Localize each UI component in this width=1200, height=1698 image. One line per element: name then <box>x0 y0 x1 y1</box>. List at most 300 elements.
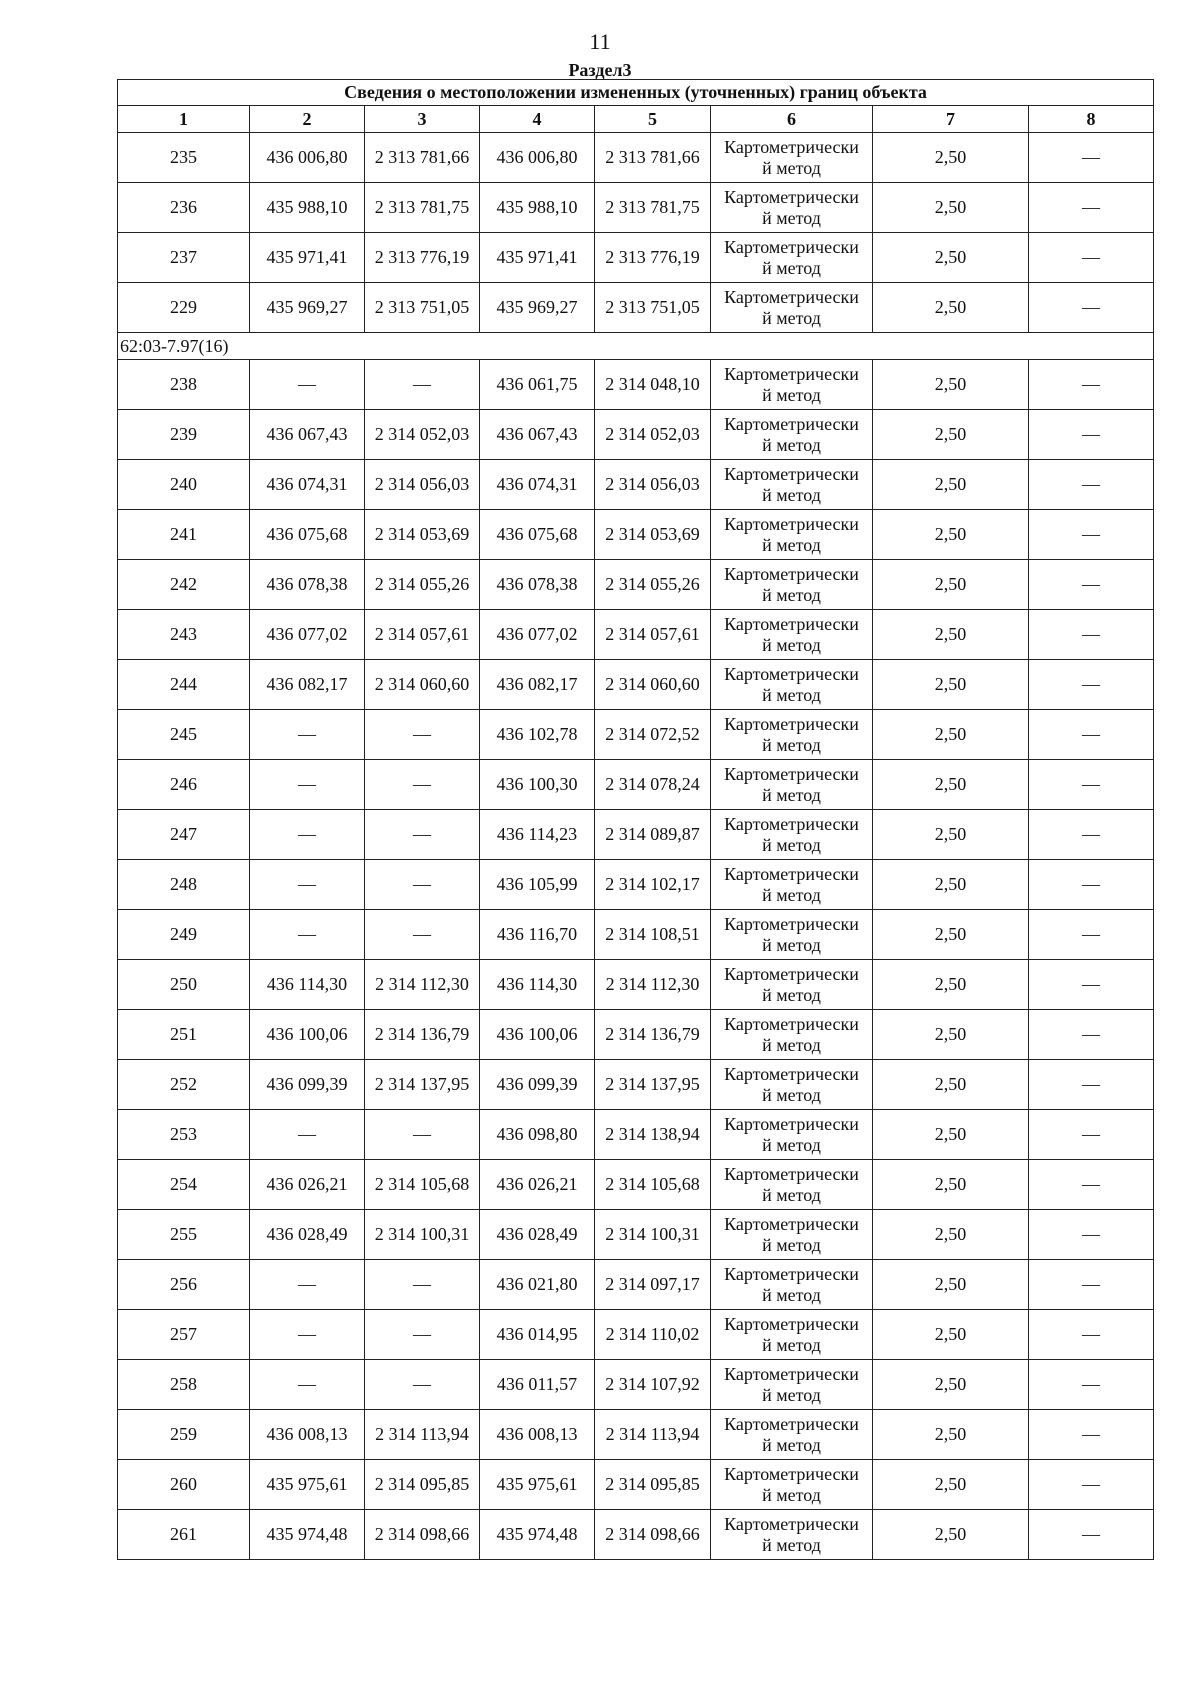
accuracy-cell: 2,50 <box>873 233 1029 283</box>
method-line-1: Картометрически <box>724 1413 859 1434</box>
point-number-cell: 260 <box>118 1460 250 1510</box>
method-cell <box>711 360 873 410</box>
existing-y-cell: 2 314 052,03 <box>365 410 480 460</box>
point-number-cell: 251 <box>118 1010 250 1060</box>
point-number-cell: 258 <box>118 1360 250 1410</box>
point-number-cell: 250 <box>118 960 250 1010</box>
method-line-2: й метод <box>762 1134 821 1155</box>
existing-x-cell: 436 026,21 <box>250 1160 365 1210</box>
refined-x-cell: 436 105,99 <box>480 860 595 910</box>
description-cell: — <box>1029 660 1154 710</box>
existing-y-cell: — <box>365 360 480 410</box>
existing-x-cell: 436 099,39 <box>250 1060 365 1110</box>
refined-x-cell: 435 974,48 <box>480 1510 595 1560</box>
point-number-cell: 256 <box>118 1260 250 1310</box>
existing-y-cell: — <box>365 860 480 910</box>
refined-y-cell: 2 314 098,66 <box>595 1510 711 1560</box>
existing-y-cell: — <box>365 1360 480 1410</box>
existing-y-cell: 2 313 751,05 <box>365 283 480 333</box>
accuracy-cell: 2,50 <box>873 133 1029 183</box>
refined-y-cell: 2 314 057,61 <box>595 610 711 660</box>
accuracy-cell: 2,50 <box>873 860 1029 910</box>
refined-y-cell: 2 314 107,92 <box>595 1360 711 1410</box>
column-header: 6 <box>711 106 873 133</box>
description-cell: — <box>1029 960 1154 1010</box>
existing-y-cell: — <box>365 760 480 810</box>
coordinates-table <box>117 79 1154 1560</box>
method-line-1: Картометрически <box>724 186 859 207</box>
method-cell <box>711 710 873 760</box>
accuracy-cell: 2,50 <box>873 760 1029 810</box>
table-row <box>118 233 1154 283</box>
point-number-cell: 249 <box>118 910 250 960</box>
existing-x-cell: 436 114,30 <box>250 960 365 1010</box>
method-line-2: й метод <box>762 207 821 228</box>
table-row <box>118 1160 1154 1210</box>
point-number-cell: 235 <box>118 133 250 183</box>
existing-y-cell: 2 314 056,03 <box>365 460 480 510</box>
method-line-2: й метод <box>762 1434 821 1455</box>
description-cell: — <box>1029 860 1154 910</box>
existing-y-cell: — <box>365 810 480 860</box>
description-cell: — <box>1029 710 1154 760</box>
refined-y-cell: 2 314 089,87 <box>595 810 711 860</box>
existing-y-cell: 2 313 781,75 <box>365 183 480 233</box>
group-row <box>118 333 1154 360</box>
table-body <box>118 133 1154 1560</box>
refined-y-cell: 2 314 078,24 <box>595 760 711 810</box>
accuracy-cell: 2,50 <box>873 1460 1029 1510</box>
refined-x-cell: 436 008,13 <box>480 1410 595 1460</box>
table-row <box>118 183 1154 233</box>
method-line-1: Картометрически <box>724 663 859 684</box>
method-line-1: Картометрически <box>724 236 859 257</box>
table-row <box>118 960 1154 1010</box>
accuracy-cell: 2,50 <box>873 410 1029 460</box>
refined-x-cell: 436 114,23 <box>480 810 595 860</box>
refined-y-cell: 2 313 751,05 <box>595 283 711 333</box>
existing-y-cell: — <box>365 1310 480 1360</box>
accuracy-cell: 2,50 <box>873 910 1029 960</box>
point-number-cell: 244 <box>118 660 250 710</box>
existing-y-cell: — <box>365 910 480 960</box>
existing-y-cell: 2 314 053,69 <box>365 510 480 560</box>
existing-x-cell: 435 988,10 <box>250 183 365 233</box>
method-cell <box>711 560 873 610</box>
point-number-cell: 248 <box>118 860 250 910</box>
table-row <box>118 360 1154 410</box>
refined-y-cell: 2 314 113,94 <box>595 1410 711 1460</box>
table-row <box>118 1110 1154 1160</box>
method-cell <box>711 1510 873 1560</box>
method-line-2: й метод <box>762 984 821 1005</box>
refined-x-cell: 436 100,30 <box>480 760 595 810</box>
refined-y-cell: 2 314 056,03 <box>595 460 711 510</box>
method-line-1: Картометрически <box>724 1463 859 1484</box>
table-row <box>118 1460 1154 1510</box>
description-cell: — <box>1029 133 1154 183</box>
method-cell <box>711 1010 873 1060</box>
point-number-cell: 239 <box>118 410 250 460</box>
refined-x-cell: 436 028,49 <box>480 1210 595 1260</box>
method-line-1: Картометрически <box>724 563 859 584</box>
existing-x-cell: 435 974,48 <box>250 1510 365 1560</box>
existing-x-cell: 436 077,02 <box>250 610 365 660</box>
refined-x-cell: 436 061,75 <box>480 360 595 410</box>
refined-x-cell: 436 098,80 <box>480 1110 595 1160</box>
section-title: Раздел3 <box>568 60 632 80</box>
point-number-cell: 240 <box>118 460 250 510</box>
method-line-2: й метод <box>762 1034 821 1055</box>
existing-x-cell: — <box>250 1110 365 1160</box>
refined-x-cell: 435 971,41 <box>480 233 595 283</box>
refined-y-cell: 2 314 136,79 <box>595 1010 711 1060</box>
description-cell: — <box>1029 1260 1154 1310</box>
refined-x-cell: 436 116,70 <box>480 910 595 960</box>
refined-y-cell: 2 314 052,03 <box>595 410 711 460</box>
method-line-1: Картометрически <box>724 913 859 934</box>
method-line-2: й метод <box>762 1084 821 1105</box>
method-cell <box>711 1210 873 1260</box>
method-line-2: й метод <box>762 584 821 605</box>
method-line-2: й метод <box>762 257 821 278</box>
description-cell: — <box>1029 1510 1154 1560</box>
method-cell <box>711 1110 873 1160</box>
description-cell: — <box>1029 1110 1154 1160</box>
existing-x-cell: 436 006,80 <box>250 133 365 183</box>
refined-y-cell: 2 313 781,75 <box>595 183 711 233</box>
refined-x-cell: 436 100,06 <box>480 1010 595 1060</box>
method-cell <box>711 510 873 560</box>
accuracy-cell: 2,50 <box>873 510 1029 560</box>
refined-x-cell: 436 011,57 <box>480 1360 595 1410</box>
refined-y-cell: 2 314 097,17 <box>595 1260 711 1310</box>
refined-y-cell: 2 314 110,02 <box>595 1310 711 1360</box>
existing-y-cell: 2 314 055,26 <box>365 560 480 610</box>
refined-x-cell: 436 102,78 <box>480 710 595 760</box>
column-header: 7 <box>873 106 1029 133</box>
method-line-1: Картометрически <box>724 613 859 634</box>
existing-x-cell: — <box>250 710 365 760</box>
method-cell <box>711 1410 873 1460</box>
method-line-1: Картометрически <box>724 1213 859 1234</box>
accuracy-cell: 2,50 <box>873 810 1029 860</box>
refined-x-cell: 435 969,27 <box>480 283 595 333</box>
existing-x-cell: — <box>250 810 365 860</box>
accuracy-cell: 2,50 <box>873 460 1029 510</box>
description-cell: — <box>1029 1160 1154 1210</box>
method-line-2: й метод <box>762 157 821 178</box>
table-row <box>118 810 1154 860</box>
description-cell: — <box>1029 1060 1154 1110</box>
description-cell: — <box>1029 1410 1154 1460</box>
method-cell <box>711 860 873 910</box>
refined-x-cell: 436 082,17 <box>480 660 595 710</box>
method-line-2: й метод <box>762 784 821 805</box>
description-cell: — <box>1029 1210 1154 1260</box>
description-cell: — <box>1029 910 1154 960</box>
method-line-2: й метод <box>762 684 821 705</box>
point-number-cell: 242 <box>118 560 250 610</box>
existing-y-cell: 2 314 137,95 <box>365 1060 480 1110</box>
method-line-2: й метод <box>762 834 821 855</box>
description-cell: — <box>1029 233 1154 283</box>
method-cell <box>711 1460 873 1510</box>
refined-x-cell: 436 006,80 <box>480 133 595 183</box>
table-row <box>118 910 1154 960</box>
description-cell: — <box>1029 410 1154 460</box>
method-line-2: й метод <box>762 1184 821 1205</box>
existing-y-cell: 2 314 098,66 <box>365 1510 480 1560</box>
point-number-cell: 247 <box>118 810 250 860</box>
existing-x-cell: 436 028,49 <box>250 1210 365 1260</box>
table-title: Сведения о местоположении измененных (уточненных) границ объекта <box>118 80 1154 106</box>
description-cell: — <box>1029 1460 1154 1510</box>
table-row <box>118 710 1154 760</box>
description-cell: — <box>1029 610 1154 660</box>
point-number-cell: 246 <box>118 760 250 810</box>
method-cell <box>711 133 873 183</box>
method-cell <box>711 283 873 333</box>
method-line-2: й метод <box>762 934 821 955</box>
column-header: 3 <box>365 106 480 133</box>
table-row <box>118 860 1154 910</box>
table-row <box>118 410 1154 460</box>
description-cell: — <box>1029 560 1154 610</box>
method-cell <box>711 183 873 233</box>
existing-x-cell: 436 075,68 <box>250 510 365 560</box>
method-line-1: Картометрически <box>724 1063 859 1084</box>
table-row <box>118 760 1154 810</box>
refined-y-cell: 2 314 105,68 <box>595 1160 711 1210</box>
existing-x-cell: 436 067,43 <box>250 410 365 460</box>
method-line-2: й метод <box>762 1534 821 1555</box>
refined-x-cell: 436 026,21 <box>480 1160 595 1210</box>
method-line-2: й метод <box>762 734 821 755</box>
table-row <box>118 510 1154 560</box>
method-line-1: Картометрически <box>724 136 859 157</box>
refined-x-cell: 436 014,95 <box>480 1310 595 1360</box>
refined-y-cell: 2 314 048,10 <box>595 360 711 410</box>
point-number-cell: 261 <box>118 1510 250 1560</box>
column-header-row <box>118 106 1154 133</box>
point-number-cell: 252 <box>118 1060 250 1110</box>
method-cell <box>711 660 873 710</box>
accuracy-cell: 2,50 <box>873 1260 1029 1310</box>
method-cell <box>711 610 873 660</box>
method-cell <box>711 760 873 810</box>
method-line-1: Картометрически <box>724 1113 859 1134</box>
method-line-1: Картометрически <box>724 1363 859 1384</box>
table-row <box>118 1010 1154 1060</box>
table-row <box>118 1410 1154 1460</box>
method-line-2: й метод <box>762 1384 821 1405</box>
existing-x-cell: — <box>250 1310 365 1360</box>
refined-y-cell: 2 314 137,95 <box>595 1060 711 1110</box>
refined-x-cell: 436 075,68 <box>480 510 595 560</box>
method-line-1: Картометрически <box>724 1513 859 1534</box>
method-line-1: Картометрически <box>724 1013 859 1034</box>
method-line-1: Картометрически <box>724 763 859 784</box>
method-line-1: Картометрически <box>724 963 859 984</box>
method-cell <box>711 460 873 510</box>
accuracy-cell: 2,50 <box>873 610 1029 660</box>
refined-y-cell: 2 314 095,85 <box>595 1460 711 1510</box>
accuracy-cell: 2,50 <box>873 960 1029 1010</box>
column-header: 4 <box>480 106 595 133</box>
refined-x-cell: 436 067,43 <box>480 410 595 460</box>
method-cell <box>711 810 873 860</box>
refined-x-cell: 436 099,39 <box>480 1060 595 1110</box>
column-header: 8 <box>1029 106 1154 133</box>
method-cell <box>711 233 873 283</box>
method-line-2: й метод <box>762 307 821 328</box>
existing-x-cell: — <box>250 360 365 410</box>
table-row <box>118 560 1154 610</box>
method-line-2: й метод <box>762 634 821 655</box>
refined-y-cell: 2 314 138,94 <box>595 1110 711 1160</box>
accuracy-cell: 2,50 <box>873 560 1029 610</box>
accuracy-cell: 2,50 <box>873 1210 1029 1260</box>
existing-y-cell: 2 314 105,68 <box>365 1160 480 1210</box>
description-cell: — <box>1029 810 1154 860</box>
method-cell <box>711 410 873 460</box>
existing-x-cell: — <box>250 1360 365 1410</box>
existing-x-cell: 435 971,41 <box>250 233 365 283</box>
table-row <box>118 460 1154 510</box>
accuracy-cell: 2,50 <box>873 1010 1029 1060</box>
method-line-1: Картометрически <box>724 463 859 484</box>
table-row <box>118 1310 1154 1360</box>
description-cell: — <box>1029 1360 1154 1410</box>
refined-x-cell: 435 975,61 <box>480 1460 595 1510</box>
accuracy-cell: 2,50 <box>873 1410 1029 1460</box>
description-cell: — <box>1029 183 1154 233</box>
existing-x-cell: 435 975,61 <box>250 1460 365 1510</box>
method-line-1: Картометрически <box>724 513 859 534</box>
accuracy-cell: 2,50 <box>873 1510 1029 1560</box>
point-number-cell: 241 <box>118 510 250 560</box>
method-line-2: й метод <box>762 884 821 905</box>
point-number-cell: 237 <box>118 233 250 283</box>
table-row <box>118 660 1154 710</box>
method-line-2: й метод <box>762 1484 821 1505</box>
column-header: 5 <box>595 106 711 133</box>
description-cell: — <box>1029 460 1154 510</box>
point-number-cell: 243 <box>118 610 250 660</box>
accuracy-cell: 2,50 <box>873 710 1029 760</box>
table-row <box>118 1060 1154 1110</box>
refined-y-cell: 2 313 776,19 <box>595 233 711 283</box>
refined-y-cell: 2 314 108,51 <box>595 910 711 960</box>
method-line-1: Картометрически <box>724 713 859 734</box>
method-cell <box>711 910 873 960</box>
method-line-1: Картометрически <box>724 1263 859 1284</box>
method-cell <box>711 1360 873 1410</box>
existing-x-cell: 436 100,06 <box>250 1010 365 1060</box>
existing-y-cell: 2 314 100,31 <box>365 1210 480 1260</box>
existing-y-cell: 2 313 776,19 <box>365 233 480 283</box>
existing-y-cell: 2 314 112,30 <box>365 960 480 1010</box>
existing-y-cell: — <box>365 1110 480 1160</box>
refined-x-cell: 436 021,80 <box>480 1260 595 1310</box>
accuracy-cell: 2,50 <box>873 660 1029 710</box>
refined-y-cell: 2 314 053,69 <box>595 510 711 560</box>
refined-y-cell: 2 314 072,52 <box>595 710 711 760</box>
description-cell: — <box>1029 360 1154 410</box>
point-number-cell: 254 <box>118 1160 250 1210</box>
point-number-cell: 259 <box>118 1410 250 1460</box>
method-line-1: Картометрически <box>724 863 859 884</box>
table-row <box>118 1210 1154 1260</box>
existing-x-cell: — <box>250 760 365 810</box>
method-cell <box>711 1160 873 1210</box>
point-number-cell: 238 <box>118 360 250 410</box>
method-line-2: й метод <box>762 1334 821 1355</box>
point-number-cell: 257 <box>118 1310 250 1360</box>
method-line-1: Картометрически <box>724 413 859 434</box>
existing-x-cell: — <box>250 1260 365 1310</box>
page-number: 11 <box>589 29 611 54</box>
accuracy-cell: 2,50 <box>873 1160 1029 1210</box>
refined-y-cell: 2 314 100,31 <box>595 1210 711 1260</box>
existing-y-cell: 2 314 060,60 <box>365 660 480 710</box>
accuracy-cell: 2,50 <box>873 283 1029 333</box>
refined-y-cell: 2 314 102,17 <box>595 860 711 910</box>
method-line-2: й метод <box>762 484 821 505</box>
existing-y-cell: — <box>365 710 480 760</box>
point-number-cell: 253 <box>118 1110 250 1160</box>
method-line-1: Картометрически <box>724 363 859 384</box>
existing-y-cell: — <box>365 1260 480 1310</box>
description-cell: — <box>1029 1310 1154 1360</box>
existing-x-cell: 436 078,38 <box>250 560 365 610</box>
existing-x-cell: — <box>250 860 365 910</box>
existing-y-cell: 2 313 781,66 <box>365 133 480 183</box>
table-row <box>118 133 1154 183</box>
accuracy-cell: 2,50 <box>873 183 1029 233</box>
method-line-2: й метод <box>762 1234 821 1255</box>
refined-y-cell: 2 313 781,66 <box>595 133 711 183</box>
accuracy-cell: 2,50 <box>873 1310 1029 1360</box>
point-number-cell: 245 <box>118 710 250 760</box>
method-cell <box>711 1260 873 1310</box>
existing-x-cell: 435 969,27 <box>250 283 365 333</box>
existing-x-cell: — <box>250 910 365 960</box>
group-label: 62:03-7.97(16) <box>118 333 1154 360</box>
accuracy-cell: 2,50 <box>873 1060 1029 1110</box>
method-line-1: Картометрически <box>724 1313 859 1334</box>
refined-x-cell: 436 074,31 <box>480 460 595 510</box>
point-number-cell: 229 <box>118 283 250 333</box>
refined-x-cell: 435 988,10 <box>480 183 595 233</box>
table-row <box>118 1510 1154 1560</box>
refined-x-cell: 436 077,02 <box>480 610 595 660</box>
existing-x-cell: 436 008,13 <box>250 1410 365 1460</box>
accuracy-cell: 2,50 <box>873 1110 1029 1160</box>
refined-y-cell: 2 314 055,26 <box>595 560 711 610</box>
description-cell: — <box>1029 1010 1154 1060</box>
refined-y-cell: 2 314 060,60 <box>595 660 711 710</box>
table-row <box>118 610 1154 660</box>
accuracy-cell: 2,50 <box>873 1360 1029 1410</box>
existing-y-cell: 2 314 113,94 <box>365 1410 480 1460</box>
point-number-cell: 236 <box>118 183 250 233</box>
point-number-cell: 255 <box>118 1210 250 1260</box>
description-cell: — <box>1029 760 1154 810</box>
method-cell <box>711 960 873 1010</box>
refined-y-cell: 2 314 112,30 <box>595 960 711 1010</box>
